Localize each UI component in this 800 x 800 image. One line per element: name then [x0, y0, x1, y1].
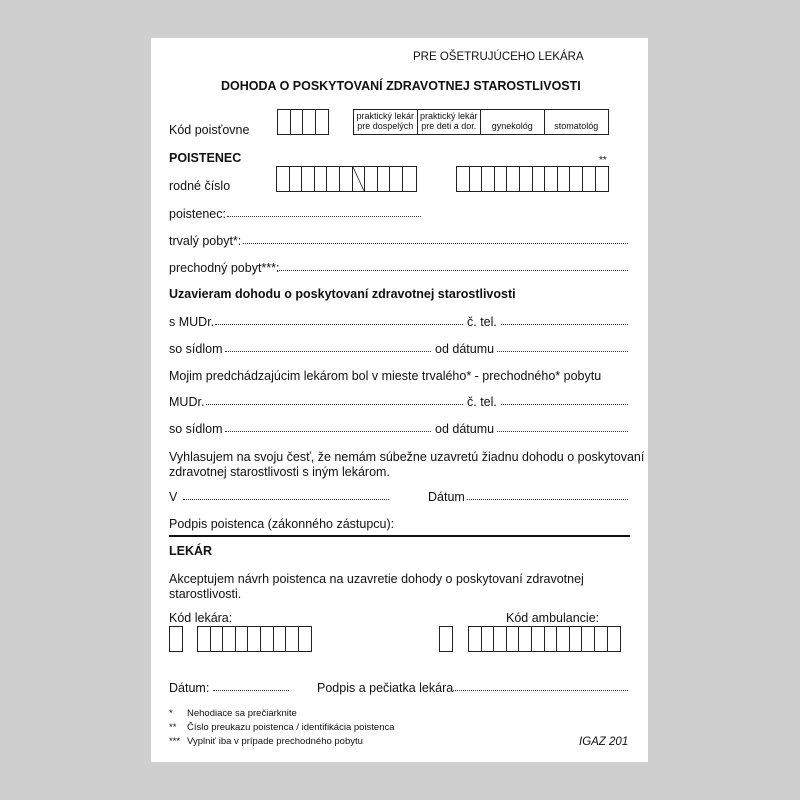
declaration-line-1: Vyhlasujem na svoju česť, že nemám súbežne uzavretú žiadnu dohodu o poskytovaní: [169, 450, 645, 464]
phone-label: č. tel.: [467, 315, 497, 329]
form-code: IGAZ 201: [579, 736, 629, 748]
form-title: DOHODA O POSKYTOVANÍ ZDRAVOTNEJ STAROSTLIVOSTI: [221, 79, 581, 93]
doctor-code-label: Kód lekára:: [169, 611, 233, 625]
specialty-child-gp[interactable]: praktický lekár pre deti a dor.: [418, 110, 482, 134]
section-divider: [169, 535, 630, 537]
declaration-line-2: zdravotnej starostlivosti s iným lekárom.: [169, 465, 390, 479]
prev-doctor-label: MUDr.: [169, 395, 205, 409]
prev-from-date-field[interactable]: [497, 431, 628, 432]
permanent-residence-label: trvalý pobyt*:: [169, 234, 242, 248]
footnote-1-text: Nehodiace sa prečiarknite: [187, 708, 297, 719]
footnote-1-mark: *: [169, 708, 173, 719]
specialty-gynecologist[interactable]: gynekológ: [481, 110, 545, 134]
doctor-name-field[interactable]: [215, 324, 463, 325]
agreement-heading: Uzavieram dohodu o poskytovaní zdravotnej starostlivosti: [169, 287, 516, 301]
footnote-3-text: Vyplniť iba v prípade prechodného pobytu: [187, 736, 363, 747]
prev-doctor-name-field[interactable]: [206, 404, 463, 405]
doctor-sign-label: Podpis a pečiatka lekára: [317, 681, 454, 695]
insured-heading: POISTENEC: [169, 151, 242, 165]
specialty-adult-gp[interactable]: praktický lekár pre dospelých: [354, 110, 418, 134]
prev-from-date-label: od dátumu: [435, 422, 495, 436]
birth-number-label: rodné číslo: [169, 179, 231, 193]
prev-phone-label: č. tel.: [467, 395, 497, 409]
footnote-2-text: Číslo preukazu poistenca / identifikácia poistenca: [187, 722, 395, 733]
permanent-residence-field[interactable]: [243, 243, 628, 244]
form-sheet: [151, 38, 648, 762]
footnote-2-mark: **: [169, 722, 177, 733]
previous-doctor-text: Mojim predchádzajúcim lekárom bol v mieste trvalého* - prechodného* pobytu: [169, 369, 602, 383]
temporary-residence-label: prechodný pobyt***:: [169, 261, 280, 275]
seat-label: so sídlom: [169, 342, 223, 356]
temporary-residence-field[interactable]: [277, 270, 628, 271]
from-date-label: od dátumu: [435, 342, 495, 356]
date-label: Dátum: [428, 490, 465, 504]
ambulance-code-label: Kód ambulancie:: [506, 611, 600, 625]
doctor-code-boxes[interactable]: [197, 626, 312, 652]
doctor-date-field[interactable]: [213, 690, 289, 691]
place-field[interactable]: [183, 499, 389, 500]
doctor-heading: LEKÁR: [169, 544, 213, 558]
accept-line-2: starostlivosti.: [169, 587, 242, 601]
insured-signature-label: Podpis poistenca (zákonného zástupcu):: [169, 517, 395, 531]
insured-name-label: poistenec:: [169, 207, 226, 221]
place-label: V: [169, 490, 178, 504]
ambulance-code-boxes[interactable]: [468, 626, 621, 652]
birth-number-boxes[interactable]: [276, 166, 417, 192]
prev-doctor-seat-field[interactable]: [225, 431, 431, 432]
footnote-3-mark: ***: [169, 736, 181, 747]
accept-line-1: Akceptujem návrh poistenca na uzavretie dohody o poskytovaní zdravotnej: [169, 572, 584, 586]
ambulance-code-prefix-box[interactable]: [439, 626, 453, 652]
doctor-phone-field[interactable]: [501, 324, 628, 325]
double-star-mark: **: [599, 155, 607, 166]
insurer-code-label: Kód poisťovne: [169, 123, 250, 137]
date-field[interactable]: [467, 499, 628, 500]
doctor-code-prefix-box[interactable]: [169, 626, 183, 652]
insurer-code-boxes[interactable]: [277, 109, 329, 135]
specialty-table: [353, 109, 609, 135]
from-date-field[interactable]: [497, 351, 628, 352]
prev-doctor-phone-field[interactable]: [501, 404, 628, 405]
top-note: PRE OŠETRUJÚCEHO LEKÁRA: [413, 51, 584, 63]
doctor-label: s MUDr.: [169, 315, 215, 329]
doctor-seat-field[interactable]: [225, 351, 431, 352]
insured-id-boxes[interactable]: [456, 166, 609, 192]
prev-seat-label: so sídlom: [169, 422, 223, 436]
specialty-dentist[interactable]: stomatológ: [554, 121, 599, 132]
doctor-sign-field[interactable]: [453, 690, 628, 691]
doctor-date-label: Dátum:: [169, 681, 210, 695]
insured-name-field[interactable]: [227, 216, 421, 217]
